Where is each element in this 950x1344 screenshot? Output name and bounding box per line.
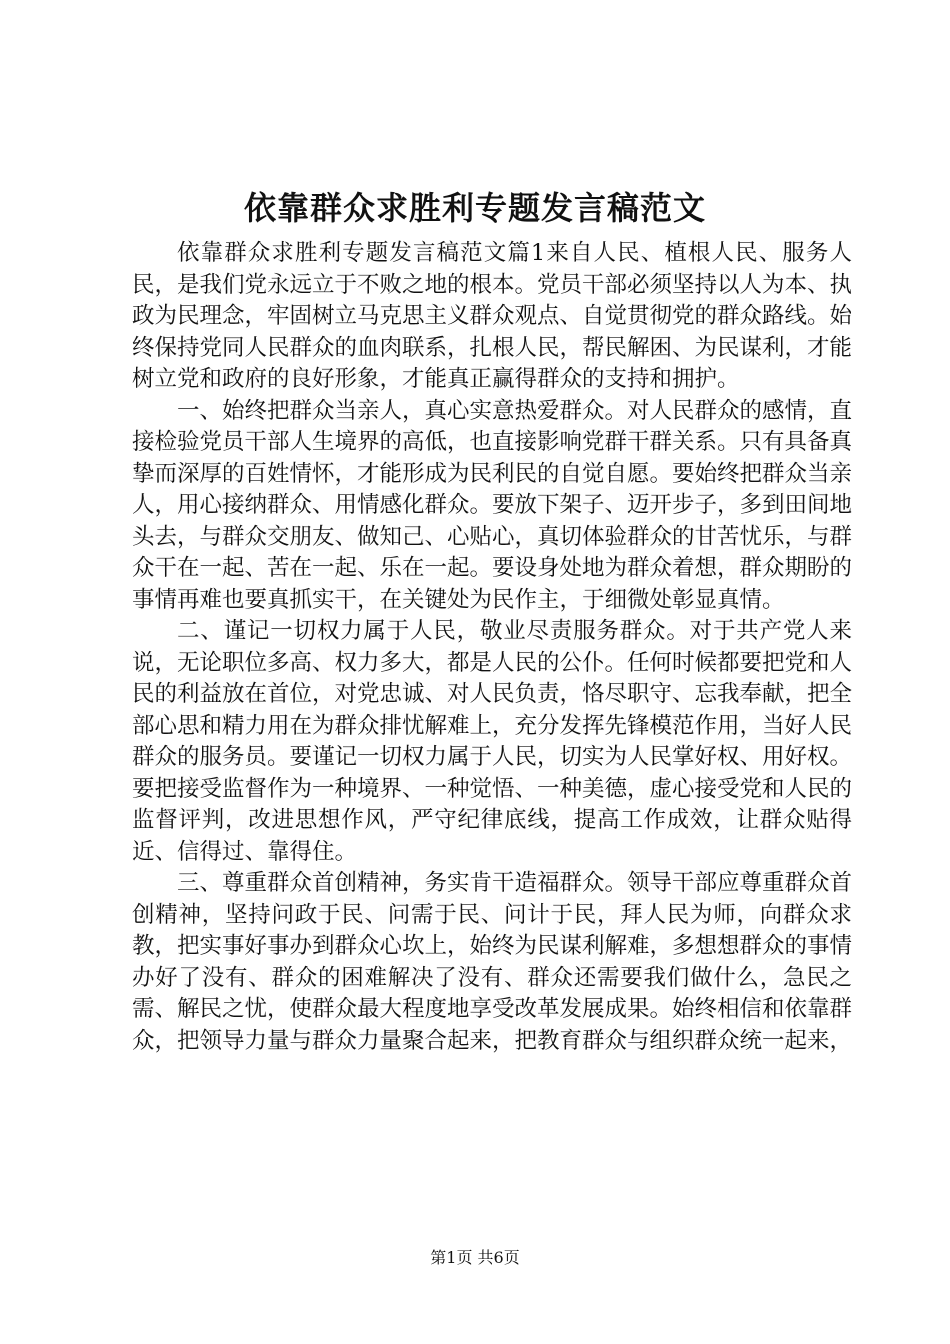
page-number-footer: 第1页 共6页 bbox=[430, 1248, 520, 1267]
paragraph-section-3: 三、尊重群众首创精神，务实肯干造福群众。领导干部应尊重群众首创精神，坚持问政于民、问需于民、问计于民，拜人民为师，向群众求教，把实事好事办到群众心坎上，始终为民谋利解难，多想想群众的事情办好了没有、群众的困难解决了没有、群众还需要我们做什么，急民之需、解民之忧，使群众最大程度地享受改革发展成果。始终相信和依靠群众，把领导力量与群众力量聚合起来，把教育群众与组织群众统一起来， bbox=[132, 870, 853, 1054]
paragraph-section-1: 一、始终把群众当亲人，真心实意热爱群众。对人民群众的感情，直接检验党员干部人生境界的高低，也直接影响党群干群关系。只有具备真挚而深厚的百姓情怀，才能形成为民利民的自觉自愿。要始终把群众当亲人，用心接纳群众、用情感化群众。要放下架子、迈开步子，多到田间地头去，与群众交朋友、做知己、心贴心，真切体验群众的甘苦忧乐，与群众干在一起、苦在一起、乐在一起。要设身处地为群众着想，群众期盼的事情再难也要真抓实干，在关键处为民作主，于细微处彰显真情。 bbox=[132, 397, 853, 613]
paragraph-intro: 依靠群众求胜利专题发言稿范文篇1来自人民、植根人民、服务人民，是我们党永远立于不败之地的根本。党员干部必须坚持以人为本、执政为民理念，牢固树立马克思主义群众观点、自觉贯彻党的群众路线。始终保持党同人民群众的血肉联系，扎根人民，帮民解困、为民谋利，才能树立党和政府的良好形象，才能真正赢得群众的支持和拥护。 bbox=[132, 240, 853, 392]
document-body bbox=[132, 238, 852, 1057]
document-title: 依靠群众求胜利专题发言稿范文 bbox=[243, 189, 706, 227]
paragraph-section-2: 二、谨记一切权力属于人民，敬业尽责服务群众。对于共产党人来说，无论职位多高、权力多大，都是人民的公仆。任何时候都要把党和人民的利益放在首位，对党忠诚、对人民负责，恪尽职守、忘我奉献，把全部心思和精力用在为群众排忧解难上，充分发挥先锋模范作用，当好人民群众的服务员。要谨记一切权力属于人民，切实为人民掌好权、用好权。要把接受监督作为一种境界、一种觉悟、一种美德，虚心接受党和人民的监督评判，改进思想作风，严守纪律底线，提高工作成效，让群众贴得近、信得过、靠得住。 bbox=[132, 618, 853, 865]
